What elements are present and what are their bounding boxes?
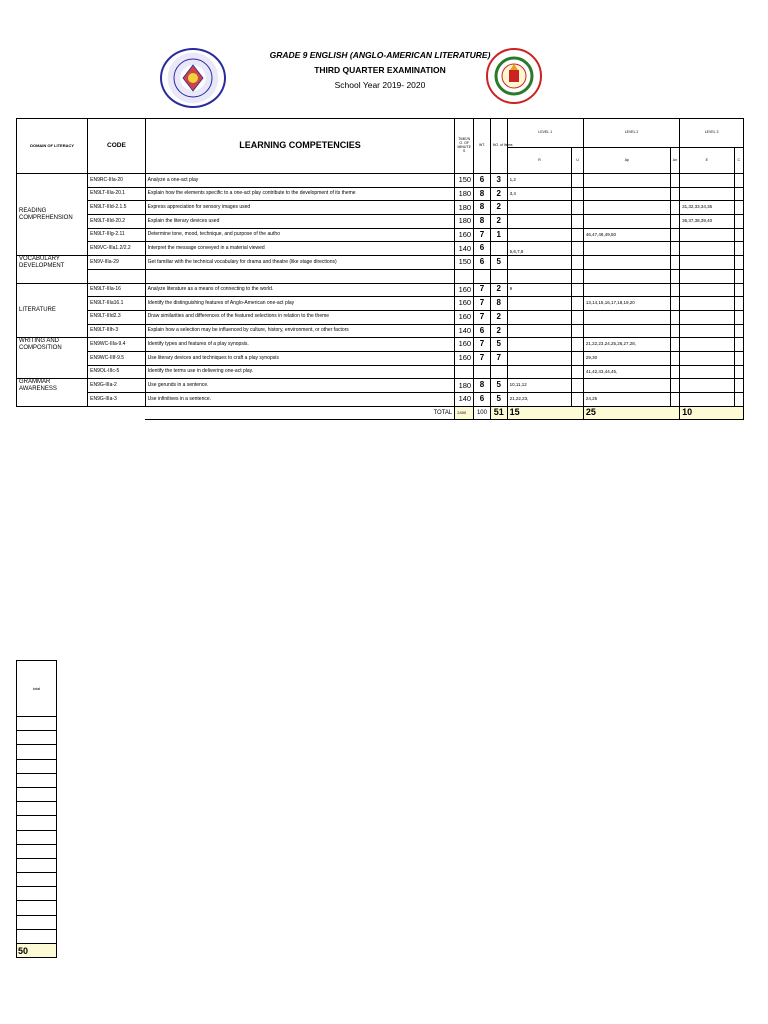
table-row bbox=[17, 187, 744, 201]
u-cell bbox=[572, 310, 584, 324]
ap-cell bbox=[583, 379, 670, 393]
competency-cell: Identify the terms use in delivering one-act play. bbox=[145, 365, 455, 379]
wt-cell: 6 bbox=[474, 242, 491, 256]
c-cell bbox=[734, 297, 743, 311]
table-row bbox=[17, 256, 744, 270]
ap-cell: 41,42,43,44,45, bbox=[583, 365, 670, 379]
competency-cell: Interpret the message conveyed in a material viewed bbox=[145, 242, 455, 256]
c-cell bbox=[734, 242, 743, 256]
e-cell bbox=[680, 310, 734, 324]
table-row bbox=[17, 201, 744, 215]
c-cell bbox=[734, 228, 743, 242]
time-cell: 160 bbox=[455, 283, 474, 297]
total-items: 51 bbox=[490, 406, 507, 420]
competency-cell: Use literary devices and techniques to craft a play synopsis bbox=[145, 351, 455, 365]
domain-literature: LITERATURE bbox=[17, 283, 88, 338]
table-row bbox=[17, 297, 744, 311]
r-cell: 21,22,23, bbox=[507, 393, 572, 407]
r-cell bbox=[507, 228, 572, 242]
wt-cell: 6 bbox=[474, 393, 491, 407]
r-cell bbox=[507, 215, 572, 229]
wt-cell: 6 bbox=[474, 174, 491, 188]
col-header-level1: LEVEL 1 bbox=[507, 119, 583, 148]
domain-reading: READING COMPREHENSION bbox=[17, 174, 88, 256]
ap-cell bbox=[583, 174, 670, 188]
time-cell: 180 bbox=[455, 187, 474, 201]
side-row bbox=[17, 731, 57, 745]
time-cell: 160 bbox=[455, 351, 474, 365]
c-cell bbox=[734, 174, 743, 188]
total-row bbox=[17, 406, 744, 420]
r-cell bbox=[507, 310, 572, 324]
side-row bbox=[17, 787, 57, 801]
side-row bbox=[17, 858, 57, 872]
items-cell: 2 bbox=[490, 201, 507, 215]
wt-cell: 8 bbox=[474, 187, 491, 201]
col-header-competencies: LEARNING COMPETENCIES bbox=[145, 119, 455, 174]
col-header-domain: DOMAIN OF LITERACY bbox=[17, 119, 88, 174]
table-row bbox=[17, 310, 744, 324]
col-header-code: CODE bbox=[88, 119, 146, 174]
e-cell bbox=[680, 365, 734, 379]
table-row bbox=[17, 228, 744, 242]
side-row bbox=[17, 816, 57, 830]
an-cell bbox=[670, 379, 679, 393]
items-cell: 3 bbox=[490, 174, 507, 188]
code-cell: EN9WC-IIIf-9.5 bbox=[88, 351, 146, 365]
deped-seal-logo bbox=[160, 48, 226, 108]
u-cell bbox=[572, 174, 584, 188]
code-cell: EN9LT-IIIa-20.1 bbox=[88, 187, 146, 201]
code-cell: EN9WC-IIIa-9.4 bbox=[88, 338, 146, 352]
side-total-header: total bbox=[17, 661, 57, 717]
col-header-wt: WT. bbox=[474, 119, 491, 174]
side-row bbox=[17, 830, 57, 844]
table-row-blank bbox=[17, 269, 744, 283]
u-cell bbox=[572, 256, 584, 270]
competency-cell: Express appreciation for sensory images used bbox=[145, 201, 455, 215]
c-cell bbox=[734, 365, 743, 379]
wt-cell: 7 bbox=[474, 297, 491, 311]
items-cell: 1 bbox=[490, 228, 507, 242]
u-cell bbox=[572, 393, 584, 407]
e-cell bbox=[680, 174, 734, 188]
items-cell: 5 bbox=[490, 256, 507, 270]
code-cell: EN9LT-IIId2.3 bbox=[88, 310, 146, 324]
u-cell bbox=[572, 379, 584, 393]
competency-cell: Explain how a selection may be influenced by culture, history, environment, or other factors bbox=[145, 324, 455, 338]
ap-cell bbox=[583, 215, 670, 229]
c-cell bbox=[734, 338, 743, 352]
u-cell bbox=[572, 228, 584, 242]
time-cell: 180 bbox=[455, 379, 474, 393]
ap-cell bbox=[583, 310, 670, 324]
ap-cell bbox=[583, 242, 670, 256]
total-wt: 100 bbox=[474, 406, 491, 420]
an-cell bbox=[670, 393, 679, 407]
r-cell: 1,2 bbox=[507, 174, 572, 188]
side-row bbox=[17, 773, 57, 787]
time-cell: 160 bbox=[455, 338, 474, 352]
time-cell: 150 bbox=[455, 256, 474, 270]
r-cell: 3,4 bbox=[507, 187, 572, 201]
competency-cell: Determine tone, mood, technique, and purpose of the autho bbox=[145, 228, 455, 242]
competency-cell: Explain the literary devices used bbox=[145, 215, 455, 229]
domain-grammar: GRAMMAR AWARENESS bbox=[17, 379, 88, 406]
c-cell bbox=[734, 324, 743, 338]
side-row bbox=[17, 901, 57, 915]
competency-cell: Use gerunds in a sentence. bbox=[145, 379, 455, 393]
an-cell bbox=[670, 324, 679, 338]
time-cell: 160 bbox=[455, 297, 474, 311]
ap-cell bbox=[583, 324, 670, 338]
col-header-time: TIME/N O. OF MINUTE S bbox=[455, 119, 474, 174]
time-cell: 180 bbox=[455, 215, 474, 229]
an-cell bbox=[670, 228, 679, 242]
r-cell bbox=[507, 324, 572, 338]
table-row bbox=[17, 379, 744, 393]
time-cell: 140 bbox=[455, 242, 474, 256]
side-total-value: 50 bbox=[17, 944, 57, 958]
ap-cell: 29,30 bbox=[583, 351, 670, 365]
time-cell: 160 bbox=[455, 310, 474, 324]
e-cell: 36,37,38,39,40 bbox=[680, 215, 734, 229]
col-header-level2: LEVEL 2 bbox=[583, 119, 679, 148]
e-cell bbox=[680, 393, 734, 407]
competency-cell: Use infinitives in a sentence. bbox=[145, 393, 455, 407]
e-cell bbox=[680, 297, 734, 311]
an-cell bbox=[670, 365, 679, 379]
side-row bbox=[17, 873, 57, 887]
items-cell: 2 bbox=[490, 187, 507, 201]
time-cell: 150 bbox=[455, 174, 474, 188]
col-header-c: C bbox=[734, 148, 743, 174]
side-row bbox=[17, 929, 57, 943]
u-cell bbox=[572, 365, 584, 379]
code-cell: EN9G-IIIa-3 bbox=[88, 393, 146, 407]
code-cell: EN9LT-IIIg-2.11 bbox=[88, 228, 146, 242]
col-header-r: R bbox=[507, 148, 572, 174]
code-cell: EN9RC-IIIa-20 bbox=[88, 174, 146, 188]
items-cell: 2 bbox=[490, 324, 507, 338]
items-cell: 5 bbox=[490, 393, 507, 407]
u-cell bbox=[572, 215, 584, 229]
u-cell bbox=[572, 338, 584, 352]
competency-cell: Explain how the elements specific to a one-act play contribute to the development of its theme bbox=[145, 187, 455, 201]
c-cell bbox=[734, 310, 743, 324]
u-cell bbox=[572, 283, 584, 297]
c-cell bbox=[734, 201, 743, 215]
e-cell bbox=[680, 242, 734, 256]
side-row bbox=[17, 915, 57, 929]
ap-cell bbox=[583, 187, 670, 201]
exam-title: GRADE 9 ENGLISH (ANGLO-AMERICAN LITERATURE) bbox=[269, 50, 491, 60]
code-cell: EN9VC-IIIa1.2/2.2 bbox=[88, 242, 146, 256]
table-of-specifications bbox=[16, 118, 744, 420]
e-cell bbox=[680, 187, 734, 201]
items-cell bbox=[490, 242, 507, 256]
an-cell bbox=[670, 310, 679, 324]
competency-cell: Identify the distinguishing features of Anglo-American one-act play bbox=[145, 297, 455, 311]
competency-cell: Get familiar with the technical vocabulary for drama and theatre (like stage directions) bbox=[145, 256, 455, 270]
c-cell bbox=[734, 256, 743, 270]
u-cell bbox=[572, 201, 584, 215]
e-cell bbox=[680, 256, 734, 270]
col-header-e: E bbox=[680, 148, 734, 174]
e-cell bbox=[680, 379, 734, 393]
items-cell: 8 bbox=[490, 297, 507, 311]
items-cell: 2 bbox=[490, 283, 507, 297]
e-cell bbox=[680, 228, 734, 242]
col-header-level3: LEVEL 3 bbox=[680, 119, 744, 148]
school-year: School Year 2019- 2020 bbox=[334, 80, 426, 90]
r-cell bbox=[507, 256, 572, 270]
table-row bbox=[17, 215, 744, 229]
an-cell bbox=[670, 338, 679, 352]
r-cell bbox=[507, 201, 572, 215]
an-cell bbox=[670, 283, 679, 297]
total-level1: 15 bbox=[507, 406, 583, 420]
ap-cell: 24,25 bbox=[583, 393, 670, 407]
ap-cell: 21,22,23,24,25,26,27,28, bbox=[583, 338, 670, 352]
total-time: 2400 bbox=[455, 406, 474, 420]
wt-cell: 8 bbox=[474, 201, 491, 215]
total-level3: 10 bbox=[680, 406, 744, 420]
c-cell bbox=[734, 351, 743, 365]
u-cell bbox=[572, 187, 584, 201]
ap-cell bbox=[583, 283, 670, 297]
r-cell: 5,6,7,8 bbox=[507, 242, 572, 256]
e-cell bbox=[680, 338, 734, 352]
wt-cell: 7 bbox=[474, 338, 491, 352]
table-row bbox=[17, 338, 744, 352]
an-cell bbox=[670, 351, 679, 365]
wt-cell: 7 bbox=[474, 283, 491, 297]
u-cell bbox=[572, 324, 584, 338]
code-cell: EN9V-IIIa-29 bbox=[88, 256, 146, 270]
r-cell bbox=[507, 338, 572, 352]
e-cell bbox=[680, 324, 734, 338]
col-header-items: NO. of Items bbox=[490, 119, 507, 174]
code-cell: EN9LT-IIId-20.2 bbox=[88, 215, 146, 229]
ap-cell: 13,14,15,16,17,18,19,20 bbox=[583, 297, 670, 311]
side-row bbox=[17, 844, 57, 858]
an-cell bbox=[670, 174, 679, 188]
code-cell: EN9OL-IIIc-5 bbox=[88, 365, 146, 379]
time-cell bbox=[455, 365, 474, 379]
competency-cell: Draw similarities and differences of the featured selections in relation to the theme bbox=[145, 310, 455, 324]
c-cell bbox=[734, 379, 743, 393]
items-cell: 7 bbox=[490, 351, 507, 365]
items-cell bbox=[490, 365, 507, 379]
wt-cell: 7 bbox=[474, 310, 491, 324]
code-cell: EN9G-IIIa-2 bbox=[88, 379, 146, 393]
col-header-u: U bbox=[572, 148, 584, 174]
side-total-table bbox=[16, 660, 57, 958]
e-cell bbox=[680, 283, 734, 297]
wt-cell: 6 bbox=[474, 324, 491, 338]
items-cell: 5 bbox=[490, 379, 507, 393]
deped-seal-graphic bbox=[162, 50, 224, 106]
table-row bbox=[17, 324, 744, 338]
competency-cell: Analyze a one-act play bbox=[145, 174, 455, 188]
side-row bbox=[17, 717, 57, 731]
r-cell: 9 bbox=[507, 283, 572, 297]
wt-cell bbox=[474, 365, 491, 379]
c-cell bbox=[734, 393, 743, 407]
u-cell bbox=[572, 242, 584, 256]
code-cell: EN9LT-IIIh-3 bbox=[88, 324, 146, 338]
an-cell bbox=[670, 256, 679, 270]
table-row bbox=[17, 242, 744, 256]
table-row bbox=[17, 393, 744, 407]
u-cell bbox=[572, 297, 584, 311]
time-cell: 160 bbox=[455, 228, 474, 242]
table-row bbox=[17, 351, 744, 365]
wt-cell: 7 bbox=[474, 351, 491, 365]
an-cell bbox=[670, 242, 679, 256]
exam-subtitle: THIRD QUARTER EXAMINATION bbox=[314, 65, 446, 75]
wt-cell: 6 bbox=[474, 256, 491, 270]
side-row bbox=[17, 745, 57, 759]
domain-vocabulary: VOCABULARY DEVELOPMENT bbox=[17, 256, 88, 283]
e-cell bbox=[680, 351, 734, 365]
an-cell bbox=[670, 187, 679, 201]
code-cell: EN9LT-IIIa16.1 bbox=[88, 297, 146, 311]
col-header-ap: Ap bbox=[583, 148, 670, 174]
ap-cell: 46,47,48,49,50 bbox=[583, 228, 670, 242]
e-cell: 31,32,33,34,35 bbox=[680, 201, 734, 215]
r-cell bbox=[507, 365, 572, 379]
u-cell bbox=[572, 351, 584, 365]
competency-cell: Analyze literature as a means of connecting to the world. bbox=[145, 283, 455, 297]
ap-cell bbox=[583, 256, 670, 270]
time-cell: 140 bbox=[455, 324, 474, 338]
time-cell: 180 bbox=[455, 201, 474, 215]
c-cell bbox=[734, 215, 743, 229]
time-cell: 140 bbox=[455, 393, 474, 407]
total-label: TOTAL bbox=[145, 406, 455, 420]
items-cell: 2 bbox=[490, 310, 507, 324]
wt-cell: 8 bbox=[474, 215, 491, 229]
table-row bbox=[17, 174, 744, 188]
side-row bbox=[17, 802, 57, 816]
table-row bbox=[17, 283, 744, 297]
col-header-an: An bbox=[670, 148, 679, 174]
an-cell bbox=[670, 297, 679, 311]
c-cell bbox=[734, 187, 743, 201]
competency-cell: Identify types and features of a play synopsis. bbox=[145, 338, 455, 352]
ap-cell bbox=[583, 201, 670, 215]
items-cell: 5 bbox=[490, 338, 507, 352]
code-cell: EN9LT-IIIa-16 bbox=[88, 283, 146, 297]
r-cell bbox=[507, 351, 572, 365]
code-cell: EN9LT-IIId-2.1.5 bbox=[88, 201, 146, 215]
total-level2: 25 bbox=[583, 406, 679, 420]
c-cell bbox=[734, 283, 743, 297]
wt-cell: 8 bbox=[474, 379, 491, 393]
wt-cell: 7 bbox=[474, 228, 491, 242]
side-row bbox=[17, 887, 57, 901]
r-cell: 10,11,12 bbox=[507, 379, 572, 393]
r-cell bbox=[507, 297, 572, 311]
items-cell: 2 bbox=[490, 215, 507, 229]
domain-writing: WRITING AND COMPOSITION bbox=[17, 338, 88, 379]
table-row bbox=[17, 365, 744, 379]
side-row bbox=[17, 759, 57, 773]
an-cell bbox=[670, 215, 679, 229]
an-cell bbox=[670, 201, 679, 215]
